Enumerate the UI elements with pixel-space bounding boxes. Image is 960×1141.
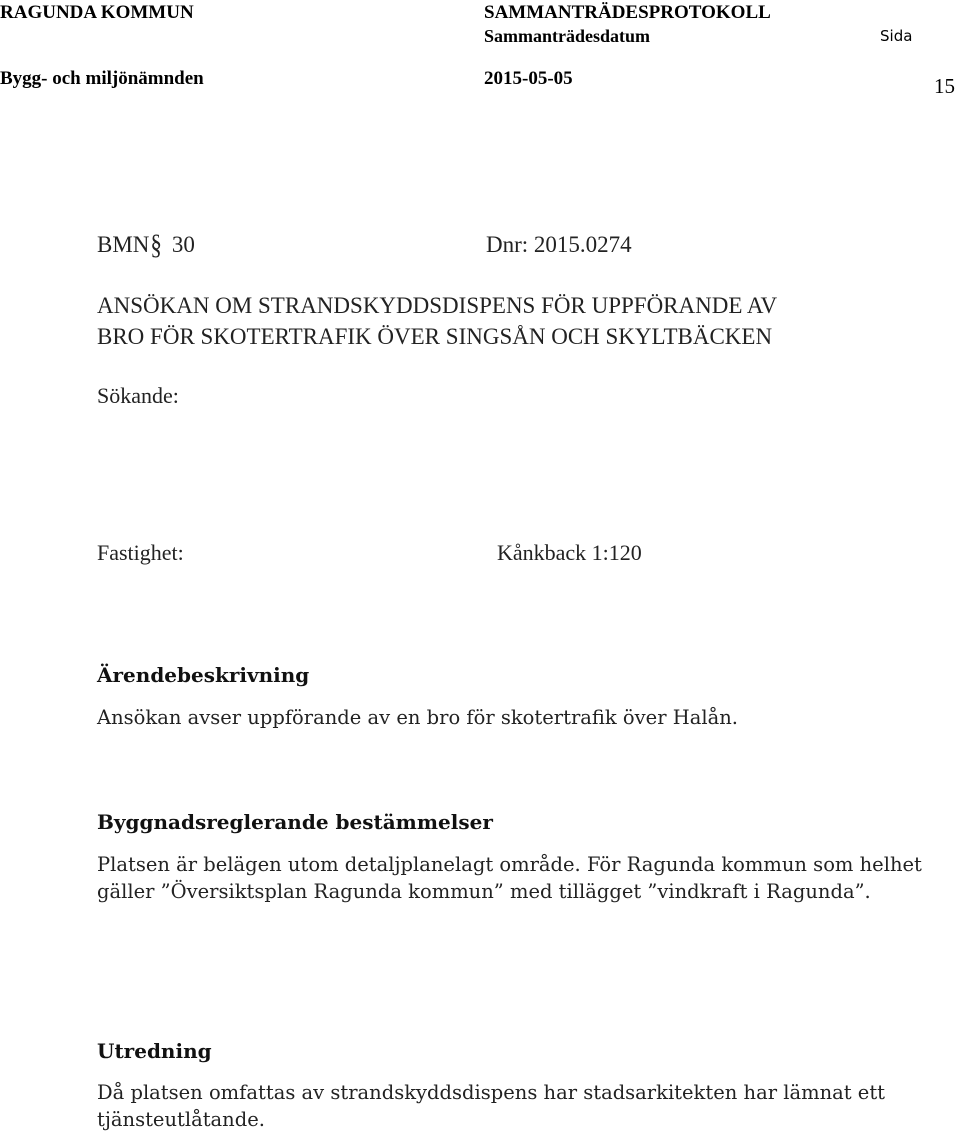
committee-abbreviation: BMN xyxy=(97,232,150,257)
committee-name: Bygg- och miljönämnden xyxy=(0,68,204,89)
property-label: Fastighet: xyxy=(97,540,184,565)
property-value: Kånkback 1:120 xyxy=(497,540,642,565)
regulations-text: Platsen är belägen utom detaljplanelagt område. För Ragunda kommun som helhet gäller ”Översiktsplan Ragunda kommun” med tillägget ”vindkraft i Ragunda”. xyxy=(97,853,922,903)
meeting-date-label: Sammanträdesdatum xyxy=(484,26,651,46)
section-sign-icon: § xyxy=(150,228,162,260)
case-reference xyxy=(97,228,195,260)
paragraph-number: 30 xyxy=(171,232,195,257)
description-heading: Ärendebeskrivning xyxy=(97,663,310,687)
applicant-label: Sökande: xyxy=(97,383,179,408)
case-title-line-1: ANSÖKAN OM STRANDSKYDDSDISPENS FÖR UPPFÖRANDE AV xyxy=(97,293,778,318)
meeting-date: 2015-05-05 xyxy=(484,68,573,89)
regulations-heading: Byggnadsreglerande bestämmelser xyxy=(97,810,493,834)
description-text: Ansökan avser uppförande av en bro för skotertrafik över Halån. xyxy=(97,706,738,729)
investigation-heading: Utredning xyxy=(97,1039,212,1063)
document-type: SAMMANTRÄDESPROTOKOLL xyxy=(484,2,771,23)
organization-name: RAGUNDA KOMMUN xyxy=(0,2,194,23)
diary-number: Dnr: 2015.0274 xyxy=(486,232,632,257)
case-title-line-2: BRO FÖR SKOTERTRAFIK ÖVER SINGSÅN OCH SKYLTBÄCKEN xyxy=(97,324,773,349)
investigation-text: Då platsen omfattas av strandskyddsdispens har stadsarkitekten har lämnat ett tjänsteutlåtande. xyxy=(97,1081,885,1131)
page-label: Sida xyxy=(880,27,913,45)
page-number: 15 xyxy=(934,74,955,98)
